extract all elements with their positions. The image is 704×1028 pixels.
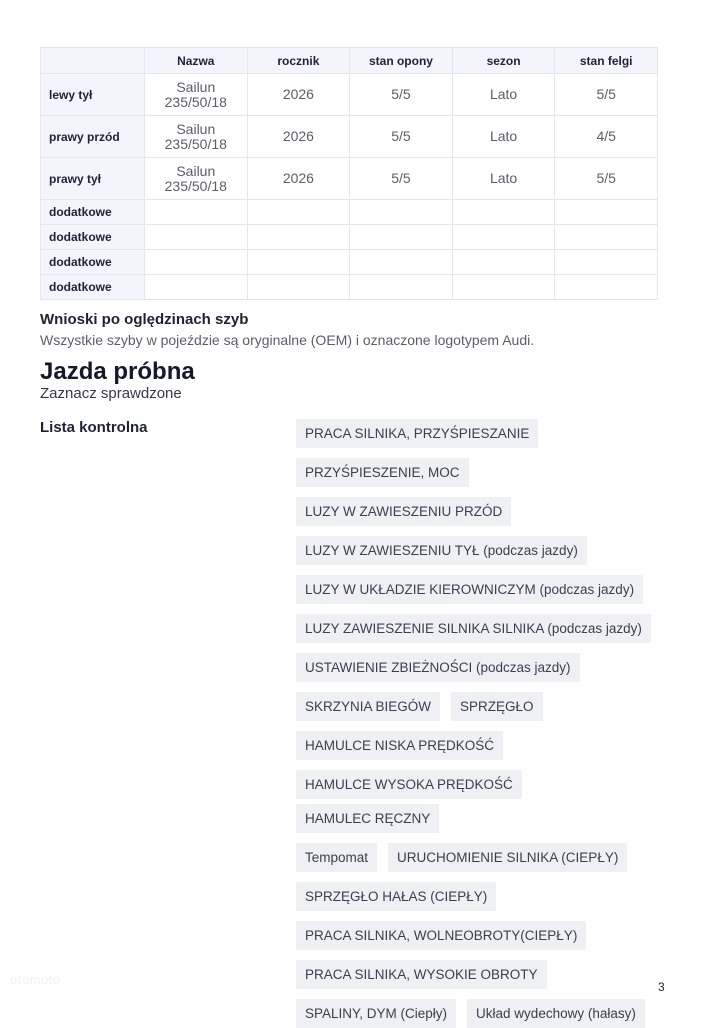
- tire-name-cell: [145, 158, 248, 200]
- checklist-label: Lista kontrolna: [40, 419, 148, 436]
- table-row-extra: [41, 200, 658, 225]
- rim-state: 5/5: [555, 158, 658, 200]
- tire-state: 5/5: [350, 74, 453, 116]
- test-drive-subtitle: Zaznacz sprawdzone: [40, 385, 182, 402]
- page-number: 3: [658, 980, 665, 994]
- tire-name-line2: 235/50/18: [164, 135, 227, 152]
- checklist-tag[interactable]: LUZY ZAWIESZENIE SILNIKA SILNIKA (podczas jazdy): [296, 614, 651, 643]
- header-tire-state: stan opony: [350, 48, 453, 74]
- tire-year: 2026: [247, 74, 350, 116]
- glass-conclusions-text: Wszystkie szyby w pojeździe są oryginalne (OEM) i oznaczone logotypem Audi.: [40, 332, 535, 348]
- empty-cell: [247, 200, 350, 225]
- watermark-logo: otomoto: [10, 972, 61, 987]
- checklist-tag[interactable]: Tempomat: [296, 843, 377, 872]
- rim-state: 4/5: [555, 116, 658, 158]
- header-corner: [41, 48, 145, 74]
- empty-cell: [247, 250, 350, 275]
- empty-cell: [145, 225, 248, 250]
- empty-cell: [452, 275, 555, 300]
- tire-name-line2: 235/50/18: [164, 93, 227, 110]
- rim-state: 5/5: [555, 74, 658, 116]
- checklist-tag[interactable]: LUZY W ZAWIESZENIU TYŁ (podczas jazdy): [296, 536, 587, 565]
- tires-table: [40, 47, 658, 300]
- header-name: Nazwa: [145, 48, 248, 74]
- table-row: [41, 74, 658, 116]
- checklist-tag[interactable]: PRACA SILNIKA, WYSOKIE OBROTY: [296, 960, 547, 989]
- header-rim-state: stan felgi: [555, 48, 658, 74]
- checklist-tag[interactable]: PRZYŚPIESZENIE, MOC: [296, 458, 469, 487]
- row-label: dodatkowe: [41, 275, 145, 300]
- checklist-tag[interactable]: HAMULCE WYSOKA PRĘDKOŚĆ: [296, 770, 522, 799]
- empty-cell: [350, 225, 453, 250]
- checklist-tag[interactable]: SPRZĘGŁO: [451, 692, 543, 721]
- tires-table-header: [41, 48, 658, 74]
- header-year: rocznik: [247, 48, 350, 74]
- empty-cell: [452, 200, 555, 225]
- table-row-extra: [41, 275, 658, 300]
- empty-cell: [145, 275, 248, 300]
- checklist-tag[interactable]: PRACA SILNIKA, WOLNEOBROTY(CIEPŁY): [296, 921, 586, 950]
- empty-cell: [555, 250, 658, 275]
- checklist-tag[interactable]: SKRZYNIA BIEGÓW: [296, 692, 440, 721]
- tire-season: Lato: [452, 158, 555, 200]
- tire-year: 2026: [247, 116, 350, 158]
- empty-cell: [452, 250, 555, 275]
- table-row: [41, 116, 658, 158]
- checklist-tag[interactable]: HAMULEC RĘCZNY: [296, 804, 439, 833]
- tire-name-line1: Sailun: [176, 78, 216, 95]
- tire-name-line2: 235/50/18: [164, 177, 227, 194]
- checklist-tag[interactable]: SPALINY, DYM (Ciepły): [296, 999, 456, 1028]
- checklist-tag[interactable]: Układ wydechowy (hałasy): [467, 999, 645, 1028]
- table-row: [41, 158, 658, 200]
- empty-cell: [452, 225, 555, 250]
- checklist-tag[interactable]: URUCHOMIENIE SILNIKA (CIEPŁY): [388, 843, 627, 872]
- row-label: dodatkowe: [41, 225, 145, 250]
- checklist-tag[interactable]: LUZY W ZAWIESZENIU PRZÓD: [296, 497, 511, 526]
- empty-cell: [145, 250, 248, 275]
- tire-name-cell: [145, 116, 248, 158]
- tire-state: 5/5: [350, 158, 453, 200]
- tire-name-line1: Sailun: [176, 162, 216, 179]
- checklist-tag[interactable]: SPRZĘGŁO HAŁAS (CIEPŁY): [296, 882, 496, 911]
- checklist-tag[interactable]: HAMULCE NISKA PRĘDKOŚĆ: [296, 731, 503, 760]
- empty-cell: [555, 225, 658, 250]
- tire-year: 2026: [247, 158, 350, 200]
- test-drive-title: Jazda próbna: [40, 358, 195, 385]
- tire-season: Lato: [452, 116, 555, 158]
- checklist-tag[interactable]: USTAWIENIE ZBIEŻNOŚCI (podczas jazdy): [296, 653, 580, 682]
- empty-cell: [145, 200, 248, 225]
- table-row-extra: [41, 250, 658, 275]
- tire-name-line1: Sailun: [176, 120, 216, 137]
- checklist-tag[interactable]: PRACA SILNIKA, PRZYŚPIESZANIE: [296, 419, 538, 448]
- glass-conclusions-title: Wnioski po oględzinach szyb: [40, 311, 249, 328]
- empty-cell: [247, 275, 350, 300]
- row-label: prawy przód: [41, 116, 145, 158]
- header-season: sezon: [452, 48, 555, 74]
- empty-cell: [555, 200, 658, 225]
- row-label: lewy tył: [41, 74, 145, 116]
- row-label: dodatkowe: [41, 200, 145, 225]
- checklist-tag[interactable]: LUZY W UKŁADZIE KIEROWNICZYM (podczas jazdy): [296, 575, 643, 604]
- checklist-tags: [296, 419, 656, 1028]
- tire-name-cell: [145, 74, 248, 116]
- empty-cell: [247, 225, 350, 250]
- row-label: dodatkowe: [41, 250, 145, 275]
- empty-cell: [350, 275, 453, 300]
- tire-season: Lato: [452, 74, 555, 116]
- table-row-extra: [41, 225, 658, 250]
- empty-cell: [350, 200, 453, 225]
- empty-cell: [555, 275, 658, 300]
- empty-cell: [350, 250, 453, 275]
- row-label: prawy tył: [41, 158, 145, 200]
- tire-state: 5/5: [350, 116, 453, 158]
